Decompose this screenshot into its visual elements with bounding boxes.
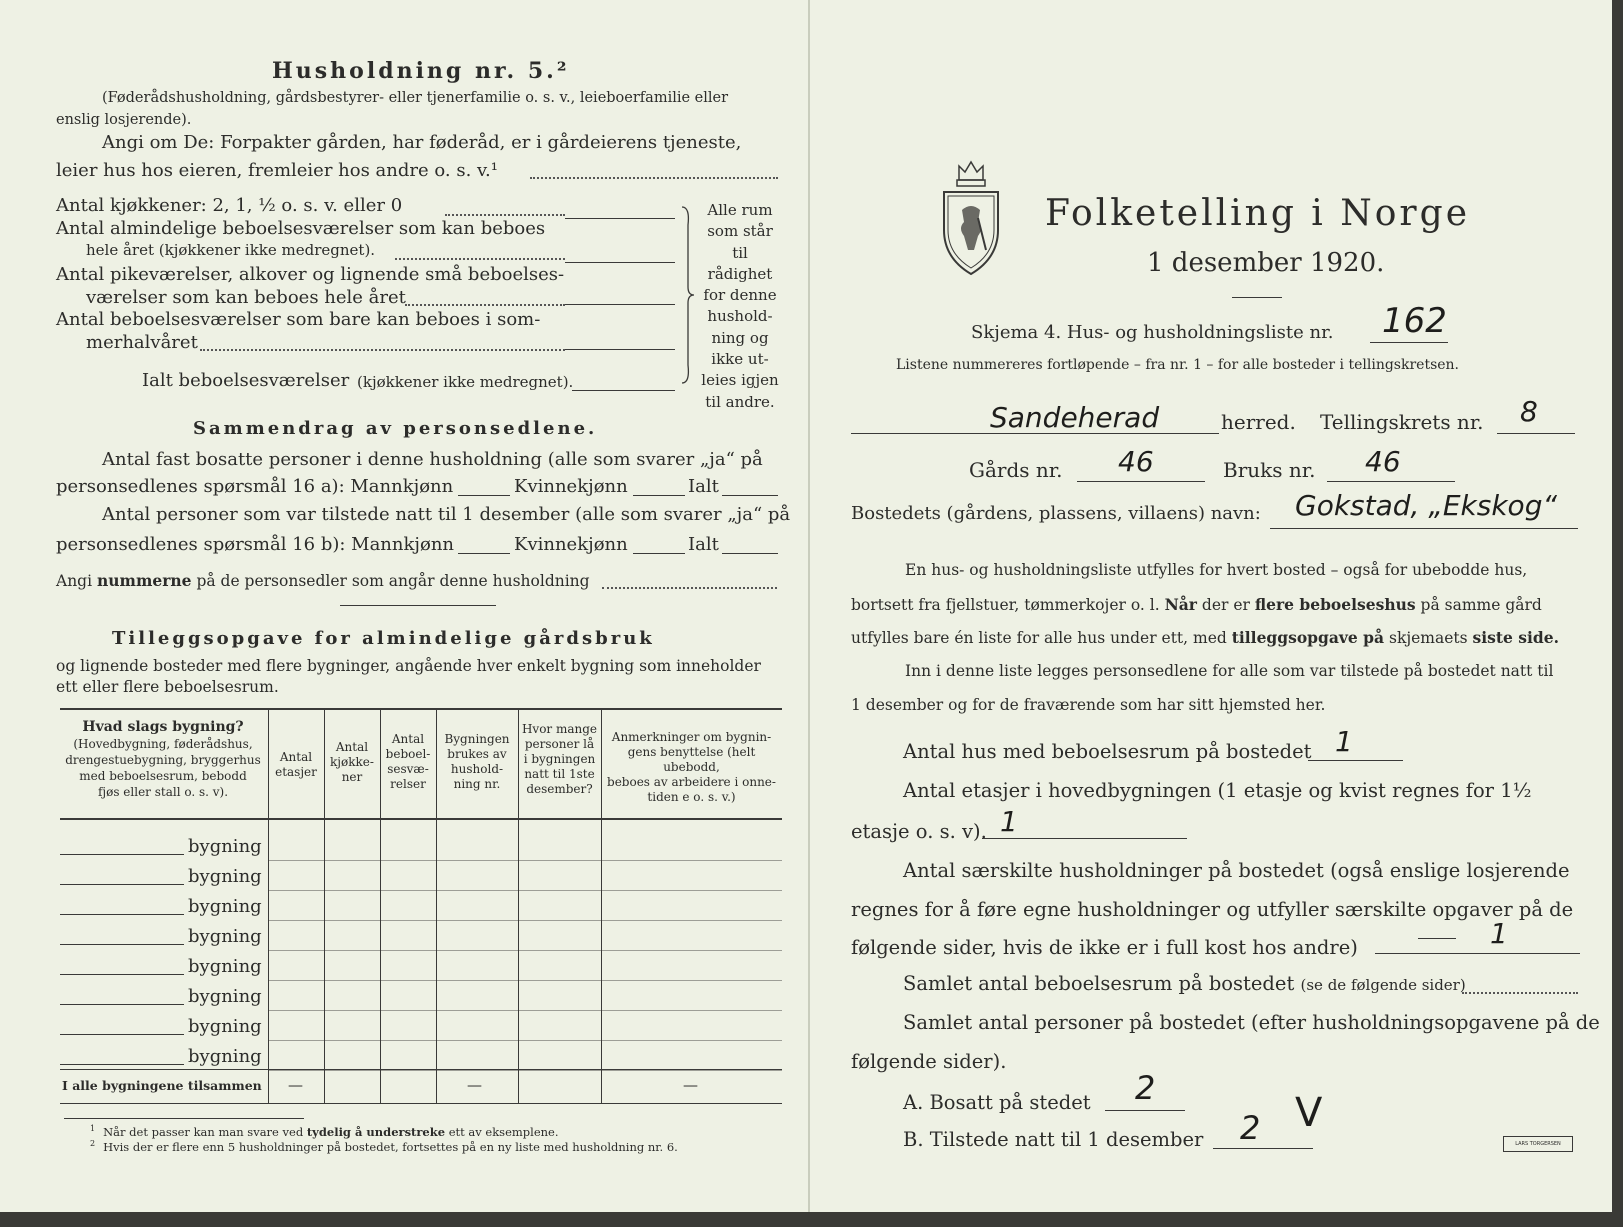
herred-line xyxy=(851,433,1219,434)
rooms-total-note: (kjøkkener ikke medregnet). xyxy=(357,373,574,391)
table-row-rule xyxy=(268,920,782,921)
footnote-2 xyxy=(90,1140,678,1153)
scan-edge-bottom xyxy=(0,1212,1623,1227)
table-row-rule xyxy=(268,1070,782,1071)
table-head-building-line: (Hovedbygning, føderådshus, xyxy=(73,737,253,751)
summary-present-1: Antal personer som var tilstede natt til 1 desember (alle som svarer „ja“ på xyxy=(102,504,791,525)
rooms-summer-answer xyxy=(565,349,675,350)
rooms-small-2: værelser som kan beboes hele året xyxy=(86,287,406,308)
households-value: 1 xyxy=(1490,917,1508,950)
table-row-rule xyxy=(268,950,782,951)
coat-of-arms-icon xyxy=(940,158,1002,278)
bruks-line xyxy=(1327,481,1455,482)
floors-question-2: etasje o. s. v). xyxy=(851,820,987,843)
th-line: Bygningen xyxy=(444,732,510,746)
gards-label: Gårds nr. xyxy=(969,458,1063,482)
table-total-dash: — xyxy=(467,1076,482,1094)
footnote-1 xyxy=(90,1125,559,1138)
summary-numbers-a: Angi xyxy=(56,572,93,590)
th-line: i bygningen xyxy=(523,752,596,766)
list-number-value: 162 xyxy=(1382,301,1447,341)
present-total-line xyxy=(722,553,778,554)
tellingskrets-value: 8 xyxy=(1520,395,1538,428)
instructions-1c xyxy=(851,630,1559,647)
printer-stamp: LARS TORGERSEN xyxy=(1503,1136,1573,1152)
addendum-text-1: og lignende bosteder med flere bygninger, angående hver enkelt bygning som inneholder xyxy=(56,657,761,675)
present-female-label: Kvinnekjønn xyxy=(514,534,628,555)
household-subtitle-1: (Føderådshusholdning, gårdsbestyrer- eller tjenerfamilie o. s. v., leieboerfamilie eller xyxy=(102,90,729,106)
numbering-note: Listene nummereres fortløpende – fra nr. 1 – for alle bosteder i tellingskretsen. xyxy=(896,357,1460,373)
present-value: 2 xyxy=(1240,1109,1261,1147)
summary-heading: Sammendrag av personsedlene. xyxy=(193,418,598,439)
table-row-line xyxy=(60,854,184,855)
footnote-1-b: tydelig å understreke xyxy=(306,1124,446,1139)
table-header-border xyxy=(60,818,782,820)
summary-resident-2: personsedlenes spørsmål 16 a): Mannkjønn xyxy=(56,476,454,497)
table-row-line xyxy=(60,1064,184,1065)
table-row-line xyxy=(60,1004,184,1005)
instructions-2b: 1 desember og for de fraværende som har sitt hjemsted her. xyxy=(851,696,1326,714)
th-line: relser xyxy=(390,777,426,791)
resident-female-label: Kvinnekjønn xyxy=(514,476,628,497)
list-number-line xyxy=(1370,342,1448,343)
bosted-label: Bostedets (gårdens, plassens, villaens) navn: xyxy=(851,503,1261,524)
table-total-label: I alle bygningene tilsammen xyxy=(62,1078,262,1093)
present-female-line xyxy=(633,553,685,554)
table-total-dash: — xyxy=(683,1076,698,1094)
instructions-1a: En hus- og husholdningsliste utfylles for hvert bosted – også for ubebodde hus, xyxy=(905,561,1528,579)
title-divider xyxy=(1232,297,1282,298)
check-mark: V xyxy=(1295,1090,1323,1136)
bruks-label: Bruks nr. xyxy=(1223,458,1316,482)
census-title: Folketelling i Norge xyxy=(1045,193,1470,234)
side-note-line: til andre. xyxy=(705,392,775,411)
side-note-line: ikke ut- xyxy=(711,350,769,369)
footnote-1-c: ett av eksemplene. xyxy=(448,1124,559,1139)
present-line xyxy=(1213,1148,1313,1149)
section-divider xyxy=(340,605,496,606)
rooms-small-answer xyxy=(565,304,675,305)
scan-edge-right xyxy=(1612,0,1623,1227)
census-date: 1 desember 1920. xyxy=(1147,248,1385,278)
footnote-rule xyxy=(64,1118,304,1119)
th-line: gens benyttelse (helt ubebodd, xyxy=(627,745,756,774)
table-row-label: bygning xyxy=(188,986,262,1007)
table-row-label: bygning xyxy=(188,836,262,857)
th-line: beboel- xyxy=(385,747,431,761)
rooms-total: Ialt beboelsesværelser xyxy=(142,370,350,391)
rooms-small-1: Antal pikeværelser, alkover og lignende små beboelses- xyxy=(56,264,565,285)
th-line: sesvæ- xyxy=(387,762,429,776)
addendum-text-2: ett eller flere beboelsesrum. xyxy=(56,678,279,696)
summary-numbers-c: på de personsedler som angår denne husholdning xyxy=(196,572,590,590)
table-head-household xyxy=(436,732,518,792)
th-line: Antal xyxy=(279,750,313,764)
houses-value: 1 xyxy=(1335,725,1353,758)
instructions-2a: Inn i denne liste legges personsedlene for alle som var tilstede på bostedet natt til xyxy=(905,662,1554,680)
side-note-line: for denne xyxy=(703,286,777,305)
bosted-line xyxy=(1270,528,1578,529)
instructions-1b xyxy=(851,597,1542,614)
table-row-label: bygning xyxy=(188,1016,262,1037)
side-note-line: rådighet xyxy=(707,264,773,283)
table-total-dash: — xyxy=(288,1076,303,1094)
table-head-building-title: Hvad slags bygning? xyxy=(82,719,244,735)
floors-line xyxy=(982,838,1187,839)
rooms-question-text: Samlet antal beboelsesrum på bostedet xyxy=(903,972,1295,995)
footnote-1-a: Når det passer kan man svare ved xyxy=(103,1124,304,1139)
table-row-rule xyxy=(268,1040,782,1041)
present-label: B. Tilstede natt til 1 desember xyxy=(903,1128,1204,1151)
rooms-summer-1: Antal beboelsesværelser som bare kan beboes i som- xyxy=(56,309,541,330)
summary-present-2: personsedlenes spørsmål 16 b): Mannkjønn xyxy=(56,534,455,555)
rooms-ordinary-answer xyxy=(565,262,675,263)
tellingskrets-line xyxy=(1497,433,1575,434)
table-row-line xyxy=(60,944,184,945)
table-row-label: bygning xyxy=(188,866,262,887)
side-note-line: som står til xyxy=(707,222,773,262)
herred-label: herred. xyxy=(1221,410,1296,434)
floors-question-1: Antal etasjer i hovedbygningen (1 etasje og kvist regnes for 1½ xyxy=(903,779,1532,802)
th-line: personer lå xyxy=(524,737,595,751)
table-row-line xyxy=(60,884,184,885)
th-line: desember? xyxy=(526,782,593,796)
table-head-kitchens xyxy=(324,740,380,785)
schema-label: Skjema 4. Hus- og husholdningsliste nr. xyxy=(971,322,1334,343)
th-line: etasjer xyxy=(275,765,317,779)
th-line: hushold- xyxy=(450,762,504,776)
side-note-line: hushold- xyxy=(707,307,773,326)
table-total-border-bottom xyxy=(60,1103,782,1104)
question-tenancy-1: Angi om De: Forpakter gården, har føderåd, er i gårdeierens tjeneste, xyxy=(102,132,742,153)
houses-question: Antal hus med beboelsesrum på bostedet xyxy=(903,740,1312,763)
resident-label: A. Bosatt på stedet xyxy=(903,1091,1091,1114)
rooms-small-dots xyxy=(405,304,565,306)
herred-value: Sandeherad xyxy=(990,401,1160,434)
bosted-value: Gokstad, „Ekskog“ xyxy=(1295,489,1557,522)
table-row-rule xyxy=(268,890,782,891)
table-row-line xyxy=(60,974,184,975)
page-fold xyxy=(808,0,810,1227)
rooms-summer-2: merhalvåret xyxy=(86,332,198,353)
table-head-building xyxy=(60,718,266,800)
question-tenancy-2: leier hus hos eieren, fremleier hos andre o. s. v.¹ xyxy=(56,160,498,181)
th-line: Anmerkninger om bygnin- xyxy=(611,730,772,744)
instr-part: siste side. xyxy=(1472,628,1560,647)
rooms-kitchens: Antal kjøkkener: 2, 1, ½ o. s. v. eller 0 xyxy=(56,195,403,216)
gards-value: 46 xyxy=(1118,445,1154,478)
instr-part: bortsett fra fjellstuer, tømmerkojer o. l. xyxy=(851,596,1160,614)
households-dash xyxy=(1418,938,1456,939)
instr-part: Når xyxy=(1164,595,1197,614)
rooms-question-note: (se de følgende sider) xyxy=(1300,976,1466,994)
th-line: ner xyxy=(341,770,363,784)
summary-resident-1: Antal fast bosatte personer i denne husholdning (alle som svarer „ja“ på xyxy=(102,449,763,470)
rooms-ordinary-dots xyxy=(395,258,565,260)
side-note-line: Alle rum xyxy=(707,201,773,219)
footnote-mark: 1 xyxy=(90,1124,96,1133)
instr-part: på samme gård xyxy=(1420,596,1542,614)
table-row-label: bygning xyxy=(188,926,262,947)
rooms-question-line xyxy=(1462,992,1578,994)
household-subtitle-2: enslig losjerende). xyxy=(56,112,192,128)
addendum-heading: Tilleggsopgave for almindelige gårdsbruk xyxy=(112,628,655,649)
instr-part: utfylles bare én liste for alle hus under ett, med xyxy=(851,629,1227,647)
side-note-line: ning og xyxy=(711,328,769,347)
table-row-label: bygning xyxy=(188,896,262,917)
th-line: beboes av arbeidere i onne- xyxy=(607,775,776,789)
households-line xyxy=(1375,953,1580,954)
th-line: brukes av xyxy=(447,747,507,761)
rooms-ordinary-1: Antal almindelige beboelsesværelser som kan beboes xyxy=(56,218,546,239)
th-line: natt til 1ste xyxy=(524,767,595,781)
rooms-total-answer xyxy=(572,390,675,391)
table-row-label: bygning xyxy=(188,956,262,977)
th-line: Hvor mange xyxy=(521,722,598,736)
table-head-persons xyxy=(518,722,601,797)
households-question-3: følgende sider, hvis de ikke er i full kost hos andre) xyxy=(851,936,1358,959)
resident-male-line xyxy=(458,495,510,496)
table-head-building-line: fjøs eller stall o. s. v). xyxy=(97,785,229,799)
resident-female-line xyxy=(633,495,685,496)
summary-numbers xyxy=(56,573,590,590)
houses-line xyxy=(1308,760,1403,761)
table-row-rule xyxy=(268,860,782,861)
persons-question-1: Samlet antal personer på bostedet (efter husholdningsopgavene på de xyxy=(903,1011,1600,1034)
present-total-label: Ialt xyxy=(688,534,719,555)
table-head-building-line: drengestuebygning, bryggerhus xyxy=(65,753,261,767)
rooms-ordinary-2: hele året (kjøkkener ikke medregnet). xyxy=(86,241,376,259)
footnote-mark: 2 xyxy=(90,1139,96,1148)
rooms-question xyxy=(903,974,1466,994)
table-head-remarks xyxy=(601,730,782,805)
rooms-brace xyxy=(676,205,696,385)
th-line: Antal xyxy=(335,740,369,754)
gards-line xyxy=(1077,481,1205,482)
th-line: kjøkke- xyxy=(330,755,374,769)
instr-part: tilleggsopgave på xyxy=(1231,628,1385,647)
side-note-line: leies igjen xyxy=(701,371,779,390)
summary-numbers-line xyxy=(602,587,777,589)
resident-line xyxy=(1105,1110,1185,1111)
footnote-2-text: Hvis der er flere enn 5 husholdninger på bostedet, fortsettes på en ny liste med husholdning nr. 6. xyxy=(103,1139,678,1154)
th-line: Antal xyxy=(391,732,425,746)
tellingskrets-label: Tellingskrets nr. xyxy=(1320,410,1484,434)
tenancy-answer-line xyxy=(530,177,778,179)
present-male-line xyxy=(458,553,510,554)
rooms-summer-dots xyxy=(200,349,565,351)
floors-value: 1 xyxy=(1000,805,1018,838)
table-row-rule xyxy=(268,1010,782,1011)
table-head-building-line: med beboelsesrum, bebodd xyxy=(79,769,247,783)
rooms-kitchens-dots xyxy=(445,214,565,216)
table-top-border xyxy=(60,708,782,710)
rooms-side-note xyxy=(698,200,782,413)
resident-value: 2 xyxy=(1135,1069,1156,1107)
bruks-value: 46 xyxy=(1365,445,1401,478)
households-question-1: Antal særskilte husholdninger på bostedet (også enslige losjerende xyxy=(903,859,1570,882)
table-head-rooms xyxy=(380,732,436,792)
rooms-kitchens-answer xyxy=(565,218,675,219)
resident-total-line xyxy=(722,495,778,496)
instr-part: der er xyxy=(1201,596,1250,614)
table-row-line xyxy=(60,1034,184,1035)
instr-part: skjemaets xyxy=(1388,629,1468,647)
table-head-floors xyxy=(268,750,324,780)
table-row-label: bygning xyxy=(188,1046,262,1067)
table-row-rule xyxy=(268,980,782,981)
th-line: ning nr. xyxy=(453,777,501,791)
resident-total-label: Ialt xyxy=(688,476,719,497)
households-question-2: regnes for å føre egne husholdninger og utfyller særskilte opgaver på de xyxy=(851,898,1574,921)
table-row-line xyxy=(60,914,184,915)
instr-part: flere beboelseshus xyxy=(1254,595,1416,614)
household-heading: Husholdning nr. 5.² xyxy=(272,58,570,84)
th-line: tiden e o. s. v.) xyxy=(647,790,736,804)
persons-question-2: følgende sider). xyxy=(851,1050,1007,1073)
summary-numbers-b: nummerne xyxy=(97,571,192,590)
